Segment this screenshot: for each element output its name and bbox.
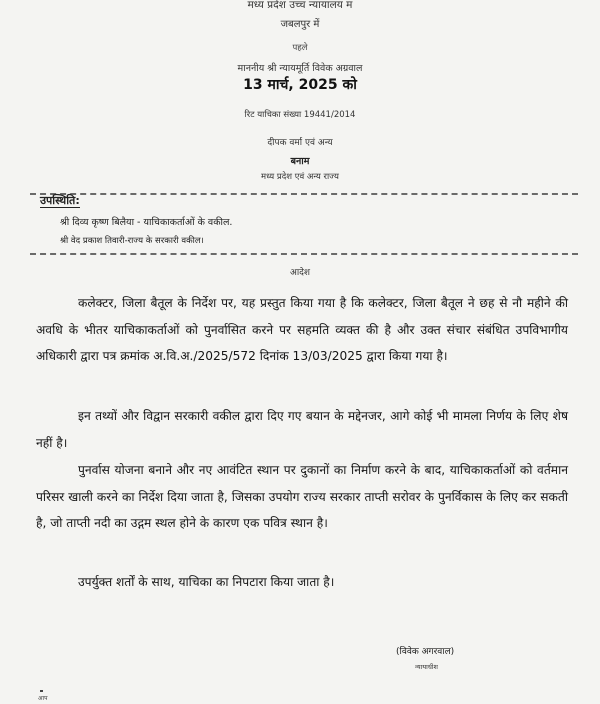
versus-label: बनाम xyxy=(290,156,310,167)
signature-title: न्यायाधीश xyxy=(415,663,438,671)
order-heading: आदेश xyxy=(289,268,311,278)
order-paragraph-4: उपर्युक्त शर्तों के साथ, याचिका का निपटारा किया जाता है। xyxy=(78,575,335,589)
petition-number: रिट याचिका संख्या 19441/2014 xyxy=(244,110,356,120)
divider-top xyxy=(30,193,578,195)
signature-name: (विवेक अगरवाल) xyxy=(396,647,455,657)
court-place: जबलपुर में xyxy=(280,19,320,30)
order-paragraph-3: पुनर्वास योजना बनाने और नए आवंटित स्थान पर दुकानों का निर्माण करने के बाद, याचिकाकर्ताओं को वर्तमान परिसर खाली करने का निर्देश दिया जाता है, जिसका उपयोग राज्य सरकार ताप्ती सरोवर के पुनर्विकास के लिए कर सकती है, जो ताप्ती नदी का उद्गम स्थल होने के कारण एक पवित्र स्थान है। xyxy=(36,463,568,530)
petitioner-name: दीपक वर्मा एवं अन्य xyxy=(267,138,333,148)
divider-bottom xyxy=(30,253,578,255)
state-counsel: श्री वेद प्रकाश तिवारी-राज्य के सरकारी वकील। xyxy=(60,236,204,246)
order-paragraph-2: इन तथ्यों और विद्वान सरकारी वकील द्वारा दिए गए बयान के मद्देनजर, आगे कोई भी मामला निर्णय के लिए शेष नहीं है। xyxy=(36,409,568,450)
court-name: मध्य प्रदेश उच्च न्यायालय म xyxy=(247,0,353,11)
respondent-name: मध्य प्रदेश एवं अन्य राज्य xyxy=(261,172,339,182)
petitioner-counsel: श्री दिव्य कृष्ण बिलैया - याचिकाकर्ताओं के वकील. xyxy=(60,217,233,228)
before-label: पहले xyxy=(292,43,308,53)
order-date: 13 मार्च, 2025 को xyxy=(243,77,357,93)
judge-name: माननीय श्री न्यायमूर्ति विवेक अग्रवाल xyxy=(237,63,363,74)
footer-dot xyxy=(40,690,43,692)
appearance-label: उपस्थिति: xyxy=(40,194,80,207)
footer-mark: आप xyxy=(38,695,48,702)
order-paragraph-1: कलेक्टर, जिला बैतूल के निर्देश पर, यह प्रस्तुत किया गया है कि कलेक्टर, जिला बैतूल ने छह से नौ महीने की अवधि के भीतर याचिकाकर्ताओं को पुनर्वासित करने पर सहमति व्यक्त की है और उक्त संचार संबंधित उपविभागीय अधिकारी द्वारा पत्र क्रमांक अ.वि.अ./2025/572 दिनांक 13/03/2025 द्वारा किया गया है। xyxy=(36,296,568,363)
